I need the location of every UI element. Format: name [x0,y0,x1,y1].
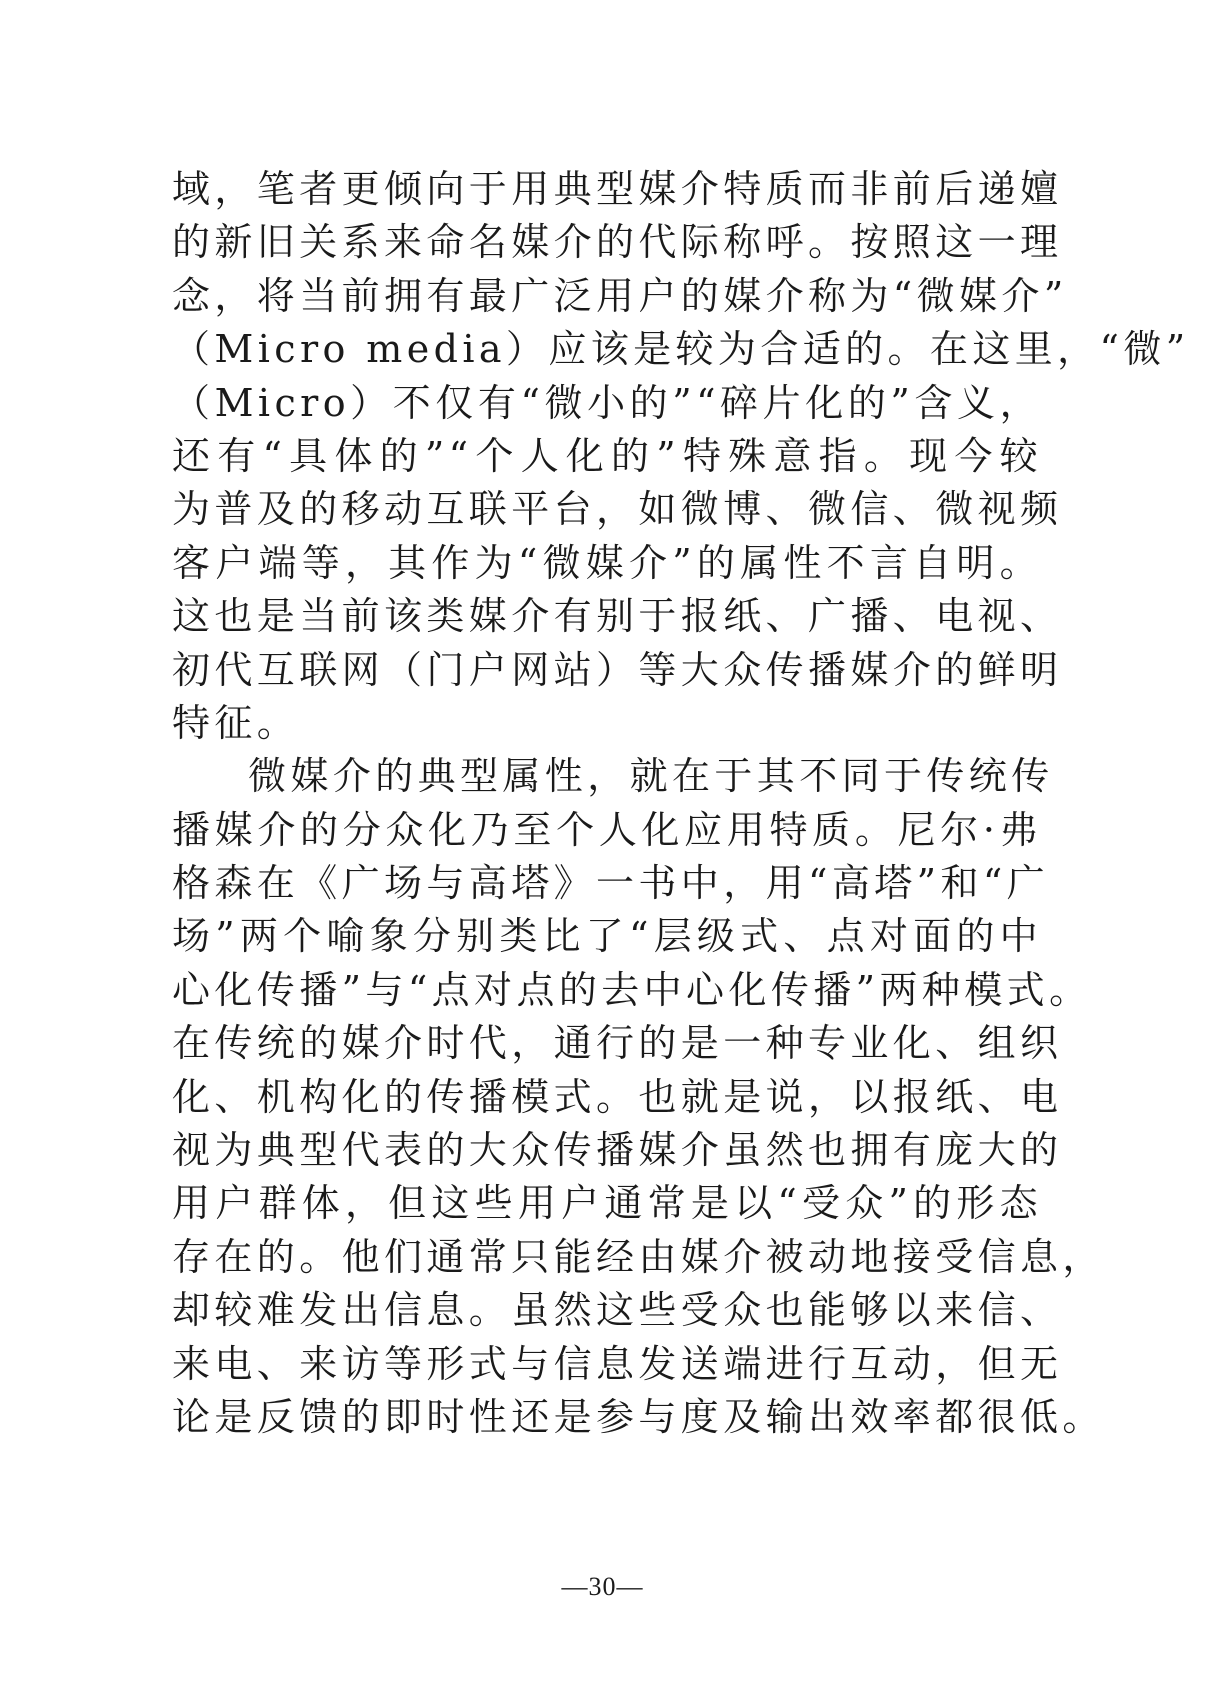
text-line: 念，将当前拥有最广泛用户的媒介称为“微媒介” [172,273,1068,318]
text-line: （Micro）不仅有“微小的”“碎片化的”含义， [172,380,1042,425]
text-line: 格森在《广场与高塔》一书中，用“高塔”和“广 [172,861,1050,906]
text-line: 存在的。他们通常只能经由媒介被动地接受信息， [172,1234,1105,1279]
text-line: （Micro media）应该是较为合适的。在这里，“微” [172,327,1190,372]
paragraph-2 [172,750,1105,1444]
text-line: 这也是当前该类媒介有别于报纸、广播、电视、 [172,594,1063,639]
text-line: 化、机构化的传播模式。也就是说，以报纸、电 [172,1074,1063,1119]
text-line: 域，笔者更倾向于用典型媒介特质而非前后递嬗 [172,167,1063,211]
text-line: 播媒介的分众化乃至个人化应用特质。尼尔·弗 [172,807,1042,852]
text-line: 用户群体，但这些用户通常是以“受众”的形态 [172,1181,1042,1226]
text-line: 初代互联网（门户网站）等大众传播媒介的鲜明 [172,647,1063,692]
body-text [172,163,1190,1444]
text-line: 心化传播”与“点对点的去中心化传播”两种模式。 [172,967,1092,1012]
text-line: 来电、来访等形式与信息发送端进行互动，但无 [172,1341,1063,1386]
paragraph-1 [172,163,1190,750]
text-line: 为普及的移动互联平台，如微博、微信、微视频 [172,487,1063,532]
text-line: 的新旧关系来命名媒介的代际称呼。按照这一理 [172,220,1063,265]
text-line: 还有“具体的”“个人化的”特殊意指。现今较 [172,433,1042,478]
text-line: 微媒介的典型属性，就在于其不同于传统传 [248,754,1054,799]
text-line: 论是反馈的即时性还是参与度及输出效率都很低。 [172,1394,1105,1439]
text-line: 特征。 [172,700,300,745]
page-number: —30— [561,1572,644,1601]
text-line: 视为典型代表的大众传播媒介虽然也拥有庞大的 [172,1128,1063,1173]
text-line: 在传统的媒介时代，通行的是一种专业化、组织 [172,1021,1063,1066]
text-line: 客户端等，其作为“微媒介”的属性不言自明。 [172,540,1042,585]
text-line: 场”两个喻象分别类比了“层级式、点对面的中 [172,914,1042,959]
text-line: 却较难发出信息。虽然这些受众也能够以来信、 [172,1288,1063,1333]
